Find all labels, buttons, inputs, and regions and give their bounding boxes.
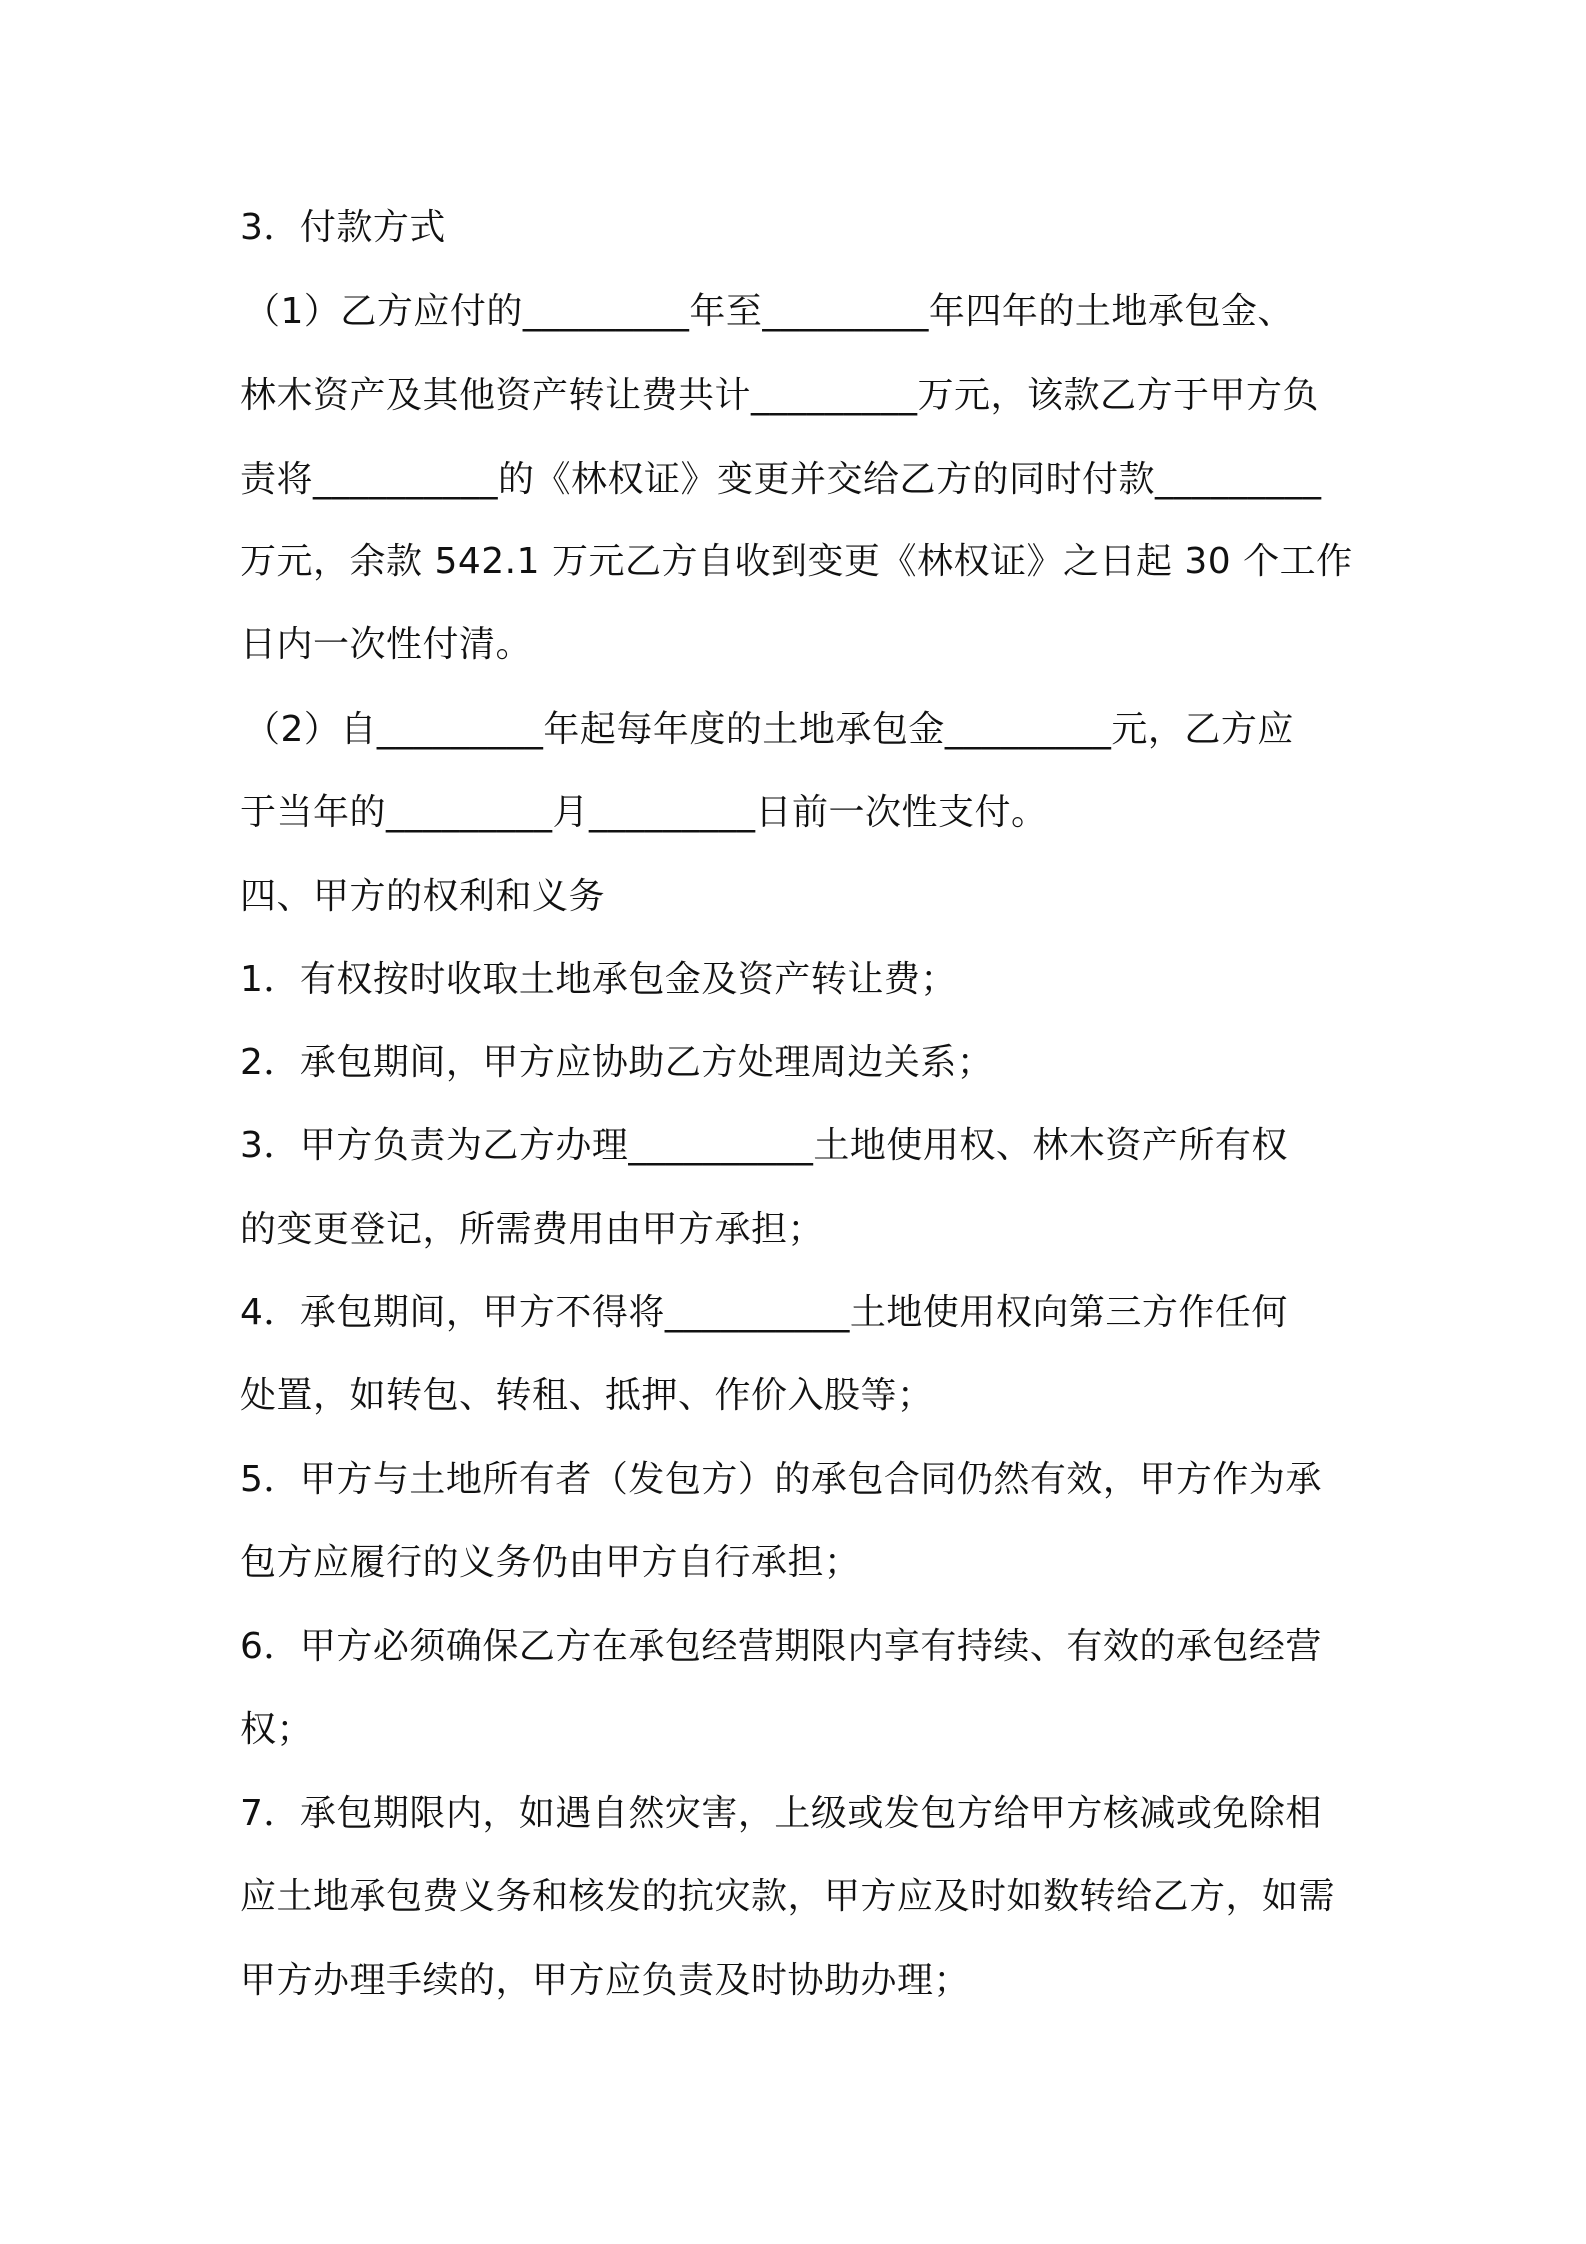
list-item-continuation: 的变更登记，所需费用由甲方承担； [240,1209,825,1250]
paragraph-line: （1）乙方应付的_________年至_________年四年的土地承包金、 [244,291,1294,332]
paragraph-line: 林木资产及其他资产转让费共计_________万元，该款乙方于甲方负 [240,375,1320,416]
list-item: 7．承包期限内，如遇自然灾害，上级或发包方给甲方核减或免除相 [240,1793,1322,1834]
list-item-continuation: 甲方办理手续的，甲方应负责及时协助办理； [240,1960,971,2001]
paragraph-line: 于当年的_________月_________日前一次性支付。 [240,792,1048,833]
list-item-continuation: 权； [240,1709,314,1750]
list-item: 1．有权按时收取土地承包金及资产转让费； [240,959,957,1000]
paragraph-line: 万元，余款 542.1 万元乙方自收到变更《林权证》之日起 30 个工作 [240,541,1353,582]
list-item: 5．甲方与土地所有者（发包方）的承包合同仍然有效，甲方作为承 [240,1459,1322,1500]
section-heading-party-a-rights: 四、甲方的权利和义务 [240,876,606,917]
list-item: 4．承包期间，甲方不得将__________土地使用权向第三方作任何 [240,1292,1288,1333]
paragraph-line: 日内一次性付清。 [240,624,533,665]
paragraph-line: 责将__________的《林权证》变更并交给乙方的同时付款_________ [240,459,1322,500]
list-item: 2．承包期间，甲方应协助乙方处理周边关系； [240,1042,994,1083]
list-item: 6．甲方必须确保乙方在承包经营期限内享有持续、有效的承包经营 [240,1626,1322,1667]
section-heading-payment-method: 3．付款方式 [240,207,446,248]
list-item: 3．甲方负责为乙方办理__________土地使用权、林木资产所有权 [240,1125,1288,1166]
list-item-continuation: 包方应履行的义务仍由甲方自行承担； [240,1542,861,1583]
list-item-continuation: 应土地承包费义务和核发的抗灾款，甲方应及时如数转给乙方，如需 [240,1876,1336,1917]
list-item-continuation: 处置，如转包、转租、抵押、作价入股等； [240,1375,934,1416]
paragraph-line: （2）自_________年起每年度的土地承包金_________元，乙方应 [244,709,1294,750]
